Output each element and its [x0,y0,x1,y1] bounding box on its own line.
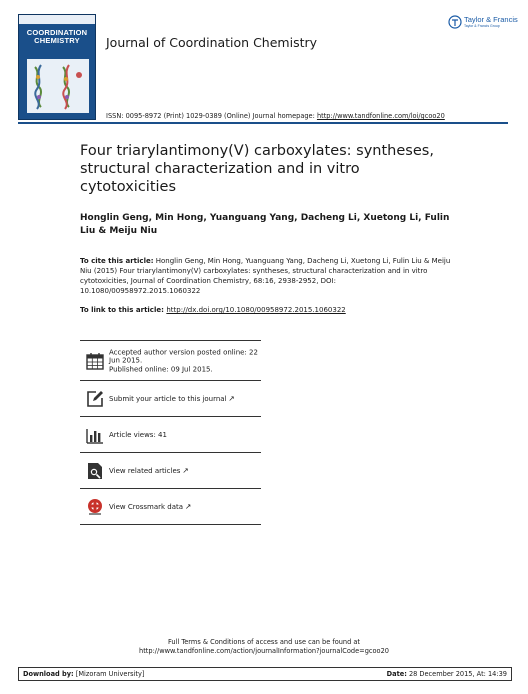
article-info-box [80,340,261,525]
accepted-date: Accepted author version posted online: 22 Jun 2015. [109,347,258,365]
edit-document-icon [86,390,104,408]
citation-block [80,256,452,296]
download-date-label: Date: [386,670,407,678]
link-label: To link to this article: [80,306,167,314]
publisher-emblem-icon [448,15,462,29]
journal-homepage-link[interactable]: http://www.tandfonline.com/loi/gcoo20 [316,112,445,120]
search-document-icon [86,462,104,480]
related-articles-label: View related articles [109,466,181,475]
cite-label: To cite this article: [80,257,154,265]
external-link-icon: ↗ [182,465,189,475]
published-date: Published online: 09 Jul 2015. [109,364,213,373]
cite-text: Honglin Geng, Min Hong, Yuanguang Yang, Dacheng Li, Xuetong Li, Fulin Liu & Meiju Niu (2015) Four triarylantimony(V) carboxylates: syntheses, structural characterization and in vitro cytotoxicities, Journal of Coordination Chemistry, 68:16, 2938-2952, DOI: 10.1080/00958972.2015.1060322 [80,257,451,295]
cover-title: COORDINATION CHEMISTRY [26,28,88,45]
issn-text: ISSN: 0095-8972 (Print) 1029-0389 (Online) Journal homepage: [106,112,317,120]
crossmark-link[interactable] [109,502,259,511]
downloaded-by-label: Download by: [23,670,74,678]
terms-footer [0,638,528,656]
article-link-line [80,306,346,314]
article-authors: Honglin Geng, Min Hong, Yuanguang Yang, Dacheng Li, Xuetong Li, Fulin Liu & Meiju Niu [80,213,450,236]
doi-link[interactable]: http://dx.doi.org/10.1080/00958972.2015.1060322 [166,306,346,314]
article-title: Four triarylantimony(V) carboxylates: syntheses, structural characterization and in vitro cytotoxicities [80,143,434,195]
download-date-value: 28 December 2015, At: 14:39 [406,670,507,678]
cover-illustration [27,59,89,113]
external-link-icon: ↗ [185,501,192,511]
terms-link[interactable]: http://www.tandfonline.com/action/journalInformation?journalCode=gcoo20 [139,647,389,655]
downloaded-by-value: [Mizoram University] [73,670,145,678]
crossmark-row[interactable] [80,489,261,525]
download-info-bar [18,667,512,681]
downloaded-by [23,670,145,678]
crossmark-icon [86,498,104,516]
submit-article-row[interactable] [80,381,261,417]
molecule-illustration [27,59,89,113]
journal-title: Journal of Coordination Chemistry [106,35,318,50]
issn-line [106,112,445,120]
external-link-icon: ↗ [228,393,235,403]
article-views-row [80,417,261,453]
publisher-logo[interactable] [448,14,518,32]
submit-article-label: Submit your article to this journal [109,394,227,403]
publication-dates [109,348,259,374]
header-divider [18,122,508,124]
terms-line-1: Full Terms & Conditions of access and use can be found at [167,638,361,646]
publisher-name: Taylor & Francis [464,15,518,24]
submit-article-link[interactable] [109,394,259,403]
publication-dates-row [80,341,261,381]
calendar-icon [86,352,104,370]
article-views: Article views: 41 [109,430,167,439]
download-date [387,670,507,678]
journal-cover-image [18,14,96,120]
crossmark-label: View Crossmark data [109,502,184,511]
related-articles-row[interactable] [80,453,261,489]
publisher-tagline: Taylor & Francis Group [464,24,500,28]
related-articles-link[interactable] [109,466,259,475]
bar-chart-icon [86,426,104,444]
cover-header-strip [19,15,95,24]
